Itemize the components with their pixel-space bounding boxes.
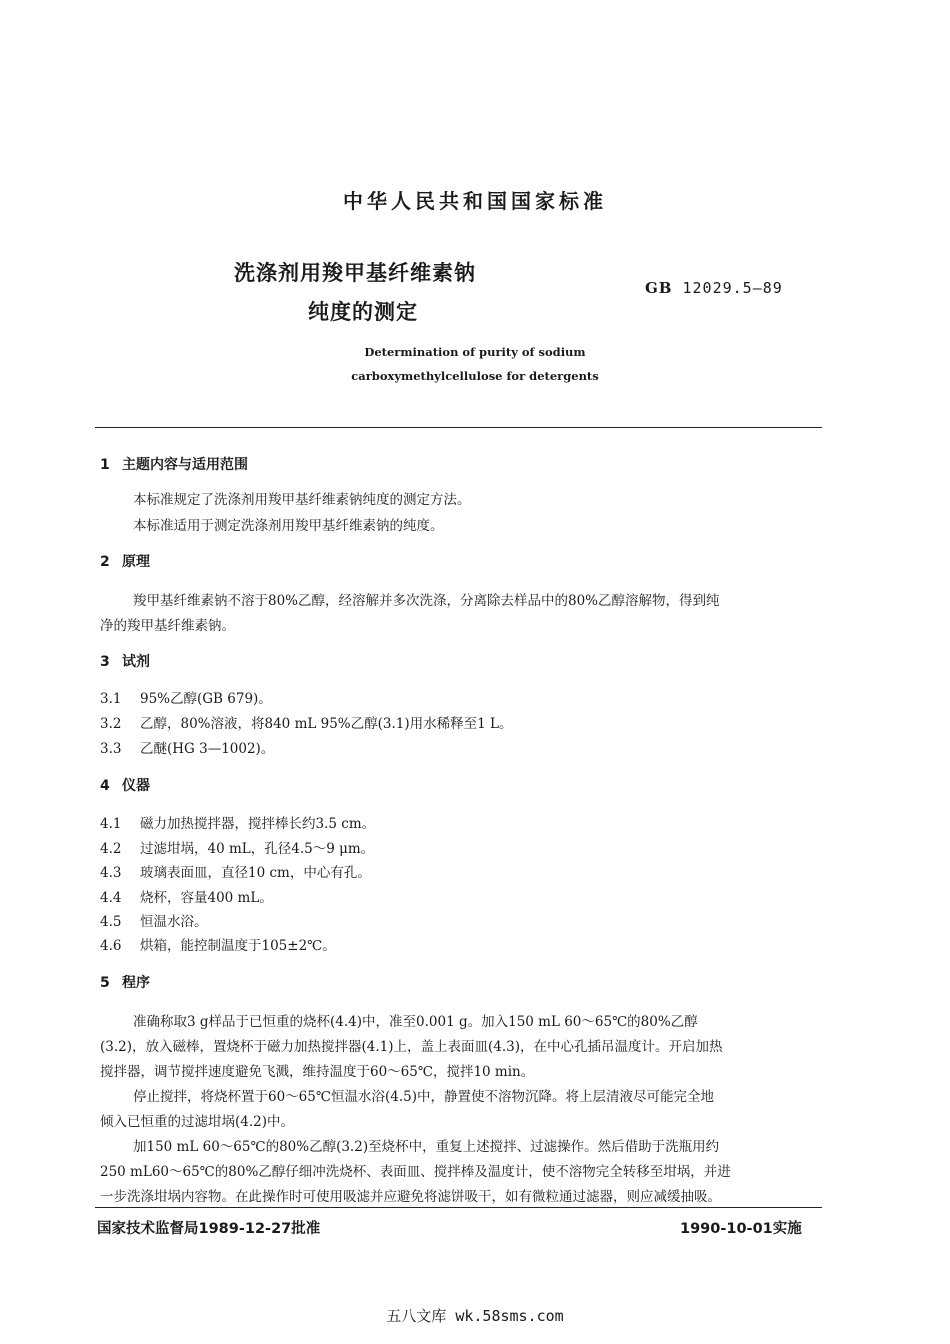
apparatus-item: 4.3 玻璃表面皿，直径10 cm，中心有孔。 [100, 865, 371, 881]
section-1-paragraph-1: 本标准规定了洗涤剂用羧甲基纤维素钠纯度的测定方法。 [133, 492, 471, 508]
reagent-item: 3.1 95%乙醇(GB 679)。 [100, 691, 272, 707]
gb-code [645, 279, 783, 297]
procedure-paragraph-2-line-1: 停止搅拌，将烧杯置于60～65℃恒温水浴(4.5)中，静置使不溶物沉降。将上层清液尽可能完全地 [133, 1089, 714, 1105]
section-2-paragraph-line-1: 羧甲基纤维素钠不溶于80%乙醇，经溶解并多次洗涤，分离除去样品中的80%乙醇溶解物，得到纯 [133, 593, 720, 609]
reagent-item: 3.2 乙醇，80%溶液，将840 mL 95%乙醇(3.1)用水稀释至1 L。 [100, 716, 513, 732]
section-2-heading: 2 原理 [100, 554, 150, 570]
procedure-paragraph-1-line-1: 准确称取3 g样品于已恒重的烧杯(4.4)中，准至0.001 g。加入150 mL 60～65℃的80%乙醇 [133, 1014, 698, 1030]
title-line-1: 洗涤剂用羧甲基纤维素钠 [234, 261, 476, 285]
english-title-line-1: Determination of purity of sodium [364, 345, 586, 359]
procedure-paragraph-1-line-2: (3.2)，放入磁棒，置烧杯于磁力加热搅拌器(4.1)上，盖上表面皿(4.3)，在中心孔插吊温度计。开启加热 [100, 1039, 723, 1055]
approval-date: 国家技术监督局1989-12-27批准 [97, 1221, 321, 1237]
section-4-heading: 4 仪器 [100, 778, 150, 794]
national-standard-heading: 中华人民共和国国家标准 [343, 189, 607, 213]
apparatus-item: 4.4 烧杯，容量400 mL。 [100, 890, 273, 906]
procedure-paragraph-3-line-3: 一步洗涤坩埚内容物。在此操作时可使用吸滤并应避免将滤饼吸干，如有微粒通过滤器，则应减缓抽吸。 [100, 1189, 721, 1205]
section-5-heading: 5 程序 [100, 975, 150, 991]
implementation-date: 1990-10-01实施 [680, 1221, 802, 1237]
gb-number: 12029.5—89 [682, 279, 783, 297]
section-1-heading: 1 主题内容与适用范围 [100, 457, 248, 473]
reagent-item: 3.3 乙醚(HG 3—1002)。 [100, 741, 275, 757]
top-divider [95, 427, 822, 428]
apparatus-item: 4.6 烘箱，能控制温度于105±2℃。 [100, 938, 336, 954]
procedure-paragraph-3-line-1: 加150 mL 60～65℃的80%乙醇(3.2)至烧杯中，重复上述搅拌、过滤操作。然后借助于洗瓶用约 [133, 1139, 720, 1155]
apparatus-item: 4.2 过滤坩埚，40 mL，孔径4.5～9 μm。 [100, 841, 375, 857]
procedure-paragraph-1-line-3: 搅拌器，调节搅拌速度避免飞溅，维持温度于60～65℃，搅拌10 min。 [100, 1064, 535, 1080]
watermark: 五八文库 wk.58sms.com [386, 1307, 564, 1325]
procedure-paragraph-3-line-2: 250 mL60～65℃的80%乙醇仔细冲洗烧杯、表面皿、搅拌棒及温度计，使不溶物完全转移至坩埚，并进 [100, 1164, 731, 1180]
section-2-paragraph-line-2: 净的羧甲基纤维素钠。 [100, 618, 235, 634]
apparatus-item: 4.5 恒温水浴。 [100, 914, 208, 930]
procedure-paragraph-2-line-2: 倾入已恒重的过滤坩埚(4.2)中。 [100, 1114, 295, 1130]
english-title-line-2: carboxymethylcellulose for detergents [351, 369, 599, 383]
section-3-heading: 3 试剂 [100, 654, 150, 670]
title-line-2: 纯度的测定 [308, 300, 418, 324]
apparatus-item: 4.1 磁力加热搅拌器，搅拌棒长约3.5 cm。 [100, 816, 376, 832]
gb-prefix: GB [645, 279, 673, 297]
section-1-paragraph-2: 本标准适用于测定洗涤剂用羧甲基纤维素钠的纯度。 [133, 518, 444, 534]
bottom-divider [95, 1207, 822, 1208]
